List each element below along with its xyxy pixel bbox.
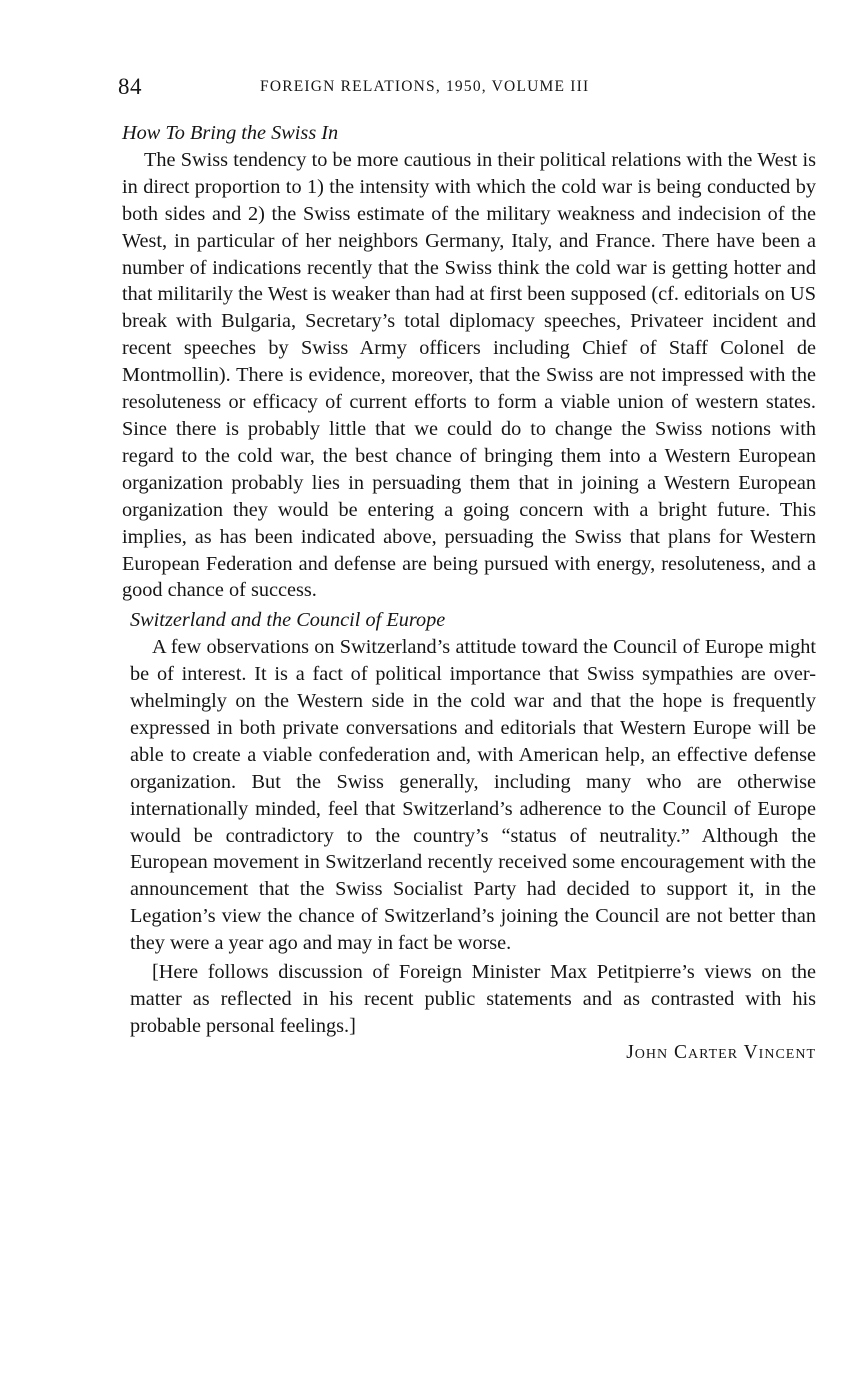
section-heading: How To Bring the Swiss In (122, 122, 339, 144)
signature: John Carter Vincent (626, 1041, 816, 1063)
page-header (118, 74, 818, 104)
body-paragraph: The Swiss tendency to be more cautious in their political relations with the West is in direct proportion to 1) the intensity with which the cold war is being conducted by both sides and 2) the Swiss estimate of the military weakness and indecision of the West, in particular of her neighbors Germany, Italy, and France. There have been a number of indications recently that the Swiss think the cold war is getting hotter and that militarily the West is weaker than had at first been supposed (cf. editorials on US break with Bulgaria, Secretary’s total diplomacy speeches, Privateer incident and recent speeches by Swiss Army officers including Chief of Staff Colonel de Montmollin). There is evidence, moreover, that the Swiss are not impressed with the resoluteness or efficacy of current efforts to form a viable union of western states. Since there is probably little that we could do to change the Swiss notions with regard to the cold war, the best chance of bringing them into a Western European organization probably lies in persuading them that in joining a Western European organization they would be entering a going concern with a bright future. This implies, as has been indicated above, persuading the Swiss that plans for Western European Federation and defense are being pursued with energy, resoluteness, and a good chance of success. (122, 148, 816, 602)
body-paragraph: A few observations on Switzerland’s attitude toward the Council of Europe might be of interest. It is a fact of political importance that Swiss sympathies are over-whelmingly on the Western side in the cold war and that the hope is frequently expressed in both private conversations and editorials that Western Europe will be able to create a viable confederation and, with American help, an effective defense organization. But the Swiss generally, including many who are otherwise internationally minded, feel that Switzerland’s adherence to the Council of Europe would be contradictory to the country’s “status of neutrality.” Although the European movement in Switzerland recently received some encouragement with the announcement that the Swiss Socialist Party had decided to support it, in the Legation’s view the chance of Switzerland’s joining the Council are not better than they were a year ago and may in fact be worse. (130, 636, 816, 955)
section-heading: Switzerland and the Council of Europe (130, 609, 446, 632)
document-body (122, 120, 816, 1067)
page-number: 84 (118, 74, 142, 99)
editorial-note: [Here follows discussion of Foreign Minister Max Petitpierre’s views on the matter as reflected in his recent public statements and as contrasted with his probable personal feelings.] (130, 961, 816, 1037)
running-head: FOREIGN RELATIONS, 1950, VOLUME III (260, 78, 590, 95)
